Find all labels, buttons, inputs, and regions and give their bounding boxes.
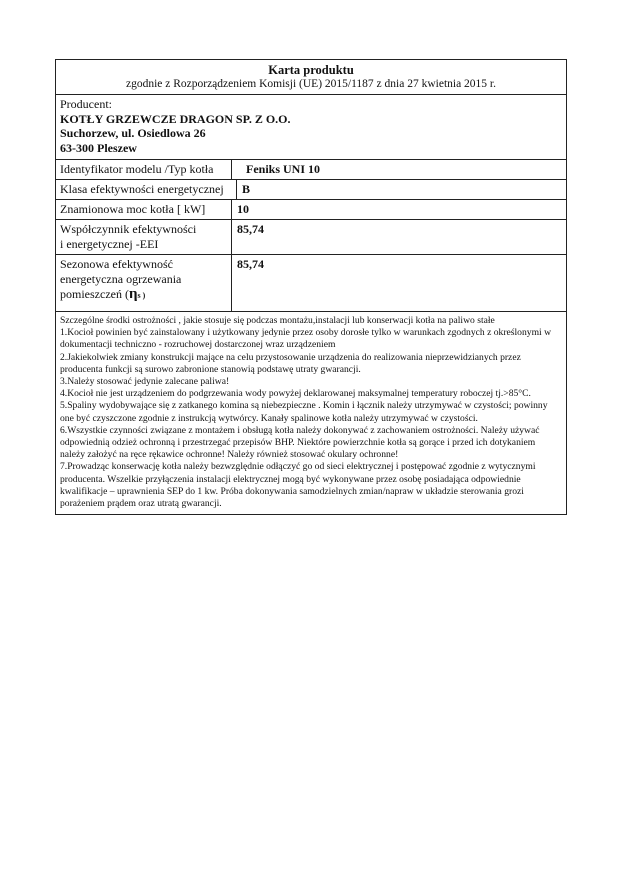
row-eei bbox=[56, 219, 566, 254]
safety-notes bbox=[56, 311, 566, 514]
seasonal-label-line1: Sezonowa efektywność bbox=[60, 257, 173, 271]
seasonal-label-line3-text: pomieszczeń bbox=[60, 287, 122, 301]
model-label: Identyfikator modelu /Typ kotła bbox=[56, 160, 232, 179]
card-subtitle: zgodnie z Rozporządzeniem Komisji (UE) 2015/1187 z dnia 27 kwietnia 2015 r. bbox=[125, 78, 497, 90]
producer-name: KOTŁY GRZEWCZE DRAGON SP. Z O.O. bbox=[60, 111, 291, 126]
eta-subscript: s bbox=[137, 291, 141, 300]
note-item: 4.Kocioł nie jest urządzeniem do podgrzewania wody powyżej deklarowanej maksymalnej temperatury roboczej tj.>85°C. bbox=[60, 388, 531, 400]
row-efficiency-class bbox=[56, 179, 566, 199]
notes-intro: Szczególne środki ostrożności , jakie stosuje się podczas montażu,instalacji lub konserwacji kotła na paliwo stałe bbox=[60, 315, 495, 326]
rated-power-label: Znamionowa moc kotła [ kW] bbox=[56, 200, 232, 219]
card-title: Karta produktu bbox=[268, 63, 354, 77]
eei-label-line1: Współczynnik efektywności bbox=[60, 222, 197, 236]
efficiency-class-value: B bbox=[242, 182, 251, 196]
producer-address-street: Suchorzew, ul. Osiedlowa 26 bbox=[60, 126, 206, 140]
row-seasonal-efficiency bbox=[56, 254, 566, 311]
note-item: 1.Kocioł powinien być zainstalowany i użytkowany jedynie przez osoby dorosłe tylko w warunkach zgodnych z określonymi w dokumentacji techniczno - rozruchowej dostarczonej wraz urządzeniem bbox=[60, 327, 552, 351]
eei-label bbox=[56, 220, 232, 254]
row-rated-power bbox=[56, 199, 566, 219]
note-item: 2.Jakiekolwiek zmiany konstrukcji mające na celu przystosowanie urządzenia do realizowania nieprzewidzianych przez producenta funkcji są surowo zabronione stanowią podstawę utraty gwarancji. bbox=[60, 351, 521, 375]
note-item: 5.Spaliny wydobywające się z zatkanego komina są niebezpieczne . Komin i łącznik należy utrzymywać w czystości; powinny one być czyszczone zgodnie z instrukcją wytwórcy. Kanały spalinowe kotła należy utrzymywać w czystości. bbox=[60, 400, 548, 424]
eei-value: 85,74 bbox=[237, 222, 264, 236]
product-card bbox=[55, 59, 567, 515]
seasonal-efficiency-label bbox=[56, 255, 232, 311]
note-item: 7.Prowadząc konserwację kotła należy bezwzględnie odłączyć go od sieci elektrycznej i postępować zgodnie z wytycznymi producenta. Wszelkie przyłączenia instalacji elektrycznej mogą być wykonywane przez osobę posiadająca odpowiednie kwalifikacje – uprawnienia SEP do 1 kw. Próba dokonywania samodzielnych zmian/napraw w układzie sterowania grozi porażeniem prądem oraz utratą gwarancji. bbox=[60, 461, 536, 510]
seasonal-label-line3: pomieszczeń (ηs ) bbox=[60, 286, 146, 302]
note-item: 6.Wszystkie czynności związane z montażem i obsługą kotła należy dokonywać z zachowaniem ostrożności. Należy używać odpowiednią odzież ochronną i przestrzegać przepisów BHP. Niektóre powierzchnie kotła są gorące i przed ich dotykaniem należy założyć na ręce rękawice ochronne! Należy również stosować okulary ochronne! bbox=[60, 424, 540, 461]
efficiency-class-label: Klasa efektywności energetycznej bbox=[56, 180, 237, 199]
eta-symbol: η bbox=[128, 286, 138, 302]
seasonal-efficiency-value: 85,74 bbox=[237, 257, 264, 271]
row-model bbox=[56, 159, 566, 179]
note-item: 3.Należy stosować jedynie zalecane paliwa! bbox=[60, 376, 230, 388]
producer-label: Producent: bbox=[60, 97, 112, 111]
seasonal-label-line2: energetyczna ogrzewania bbox=[60, 272, 182, 286]
rated-power-value: 10 bbox=[237, 202, 249, 216]
producer-address-city: 63-300 Pleszew bbox=[60, 140, 137, 155]
eei-label-line2: i energetycznej -EEI bbox=[60, 237, 159, 251]
producer-section bbox=[56, 94, 566, 159]
model-value: Feniks UNI 10 bbox=[246, 162, 321, 176]
